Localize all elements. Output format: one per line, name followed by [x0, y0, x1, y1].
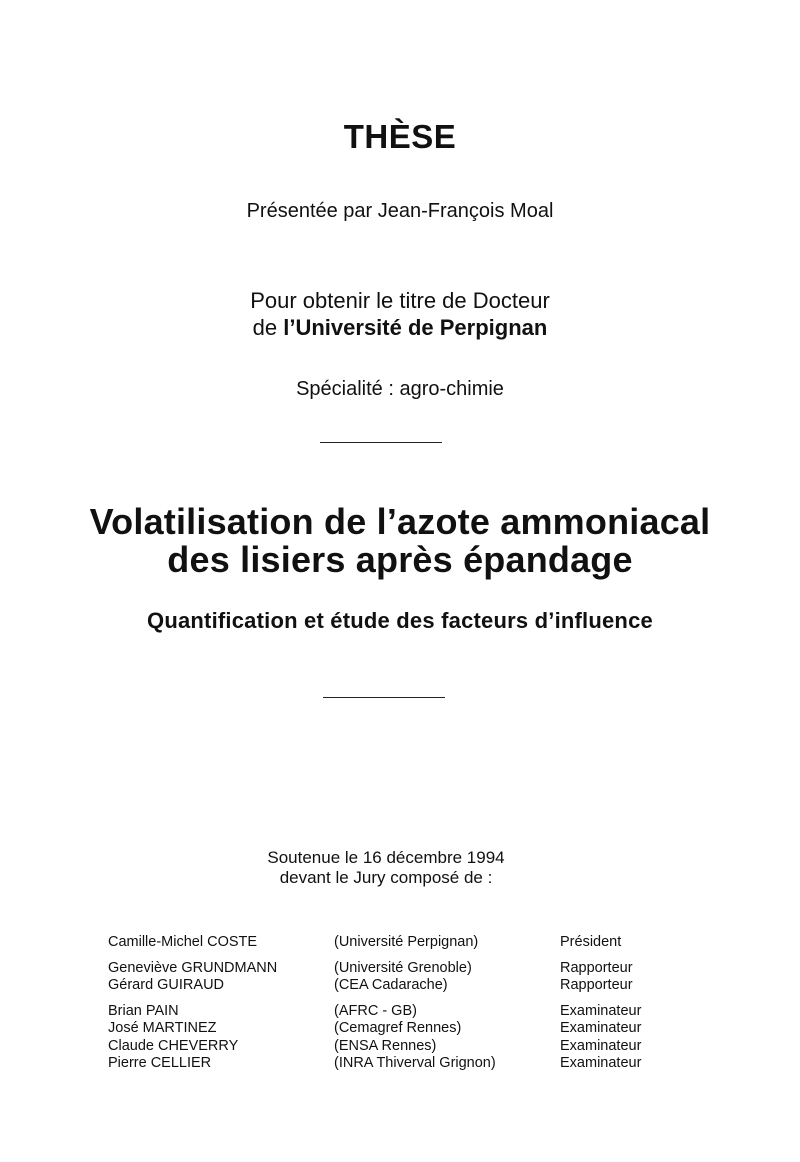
jury-role: Examinateur [560, 1037, 642, 1054]
jury-row [108, 934, 680, 952]
jury-affiliation: (ENSA Rennes) [334, 1037, 437, 1054]
degree-line-1: Pour obtenir le titre de Docteur [250, 288, 550, 313]
defense-info [0, 848, 786, 888]
university-name: l’Université de Perpignan [283, 315, 548, 340]
presented-by: Présentée par Jean-François Moal [246, 200, 554, 222]
jury-intro: devant le Jury composé de : [279, 868, 493, 887]
thesis-title-line-1: Volatilisation de l’azote ammoniacal [89, 501, 711, 542]
jury-affiliation: (Cemagref Rennes) [334, 1020, 462, 1036]
jury-affiliation: (Université Grenoble) [334, 959, 472, 976]
jury-affiliation: (Université Perpignan) [334, 934, 479, 950]
divider-bottom [323, 697, 445, 698]
thesis-title-line-2: des lisiers après épandage [167, 539, 633, 580]
jury-name: José MARTINEZ [108, 1020, 217, 1036]
jury-row [108, 1020, 680, 1038]
thesis-title [0, 503, 800, 579]
degree-line-2 [0, 314, 800, 341]
degree-prefix: de [252, 315, 284, 340]
defense-date: Soutenue le 16 décembre 1994 [267, 848, 505, 867]
jury-role: Examinateur [560, 1020, 642, 1036]
degree-statement [0, 287, 800, 341]
speciality: Spécialité : agro-chimie [296, 378, 504, 400]
jury-role: Rapporteur [560, 977, 633, 993]
jury-row [108, 1038, 680, 1056]
jury-role: Examinateur [560, 1055, 642, 1071]
jury-name: Pierre CELLIER [108, 1055, 212, 1071]
jury-name: Brian PAIN [108, 1002, 179, 1019]
document-title: THÈSE [343, 118, 457, 155]
jury-role: Rapporteur [560, 959, 633, 976]
jury-name: Camille-Michel COSTE [108, 934, 258, 950]
jury-name: Geneviève GRUNDMANN [108, 959, 278, 976]
jury-list [108, 934, 680, 1073]
thesis-subtitle: Quantification et étude des facteurs d’influence [147, 608, 653, 633]
jury-row [108, 960, 680, 978]
jury-affiliation: (INRA Thiverval Grignon) [334, 1055, 496, 1071]
jury-affiliation: (CEA Cadarache) [334, 977, 448, 993]
divider-top [320, 442, 442, 443]
jury-affiliation: (AFRC - GB) [334, 1002, 417, 1019]
jury-name: Gérard GUIRAUD [108, 977, 225, 993]
jury-row [108, 1055, 680, 1073]
jury-role: Examinateur [560, 1002, 642, 1019]
jury-role: Président [560, 934, 622, 950]
jury-row [108, 1003, 680, 1021]
jury-name: Claude CHEVERRY [108, 1037, 239, 1054]
jury-row [108, 977, 680, 995]
